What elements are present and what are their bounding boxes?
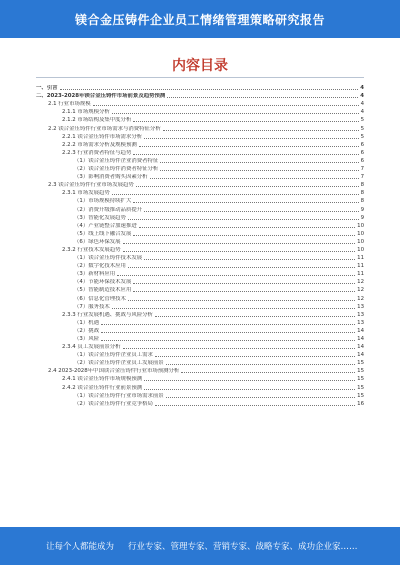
report-footer-bar — [0, 527, 400, 565]
toc-entry[interactable] — [36, 237, 364, 245]
toc-leader-dots — [128, 300, 355, 301]
toc-leader-dots — [155, 316, 355, 317]
toc-entry-text: （3）新材料应用 — [74, 271, 116, 278]
toc-entry[interactable] — [36, 350, 364, 358]
toc-page-number: 13 — [357, 311, 364, 318]
toc-entry[interactable] — [36, 358, 364, 366]
toc-entry-text: （2）消费升级推动品质提升 — [74, 206, 143, 213]
toc-page-number: 10 — [357, 246, 364, 253]
toc-entry-text: （7）服务技术 — [74, 303, 110, 310]
toc-page-number: 14 — [357, 336, 364, 342]
toc-entry[interactable] — [36, 99, 364, 107]
toc-page-number: 10 — [357, 222, 364, 229]
toc-leader-dots — [133, 202, 358, 203]
toc-entry[interactable] — [36, 172, 364, 180]
toc-entry-text: 2.2.2 市场需求分析及规模预测 — [62, 141, 137, 148]
toc-entry[interactable] — [36, 115, 364, 123]
toc-entry[interactable] — [36, 382, 364, 390]
toc-entry-text: （5）线上线下融合发展 — [74, 230, 132, 237]
toc-entry[interactable] — [36, 91, 364, 99]
toc-page-number: 11 — [357, 263, 364, 270]
toc-entry-text: 2.4 2023-2028年中国镁合金压铸件行业市场预测分析 — [48, 368, 180, 375]
toc-leader-dots — [112, 194, 359, 195]
toc-entry-text: 2.1.2 市场结构及集中度分析 — [62, 117, 132, 124]
toc-page-number: 6 — [360, 149, 364, 156]
toc-entry[interactable] — [36, 318, 364, 326]
toc-page-number: 10 — [357, 230, 364, 237]
toc-entry[interactable] — [36, 277, 364, 285]
toc-entry[interactable] — [36, 374, 364, 382]
toc-page-number: 7 — [360, 174, 364, 181]
toc-page-number: 9 — [360, 206, 364, 213]
toc-page-number: 14 — [357, 344, 364, 351]
toc-page-number: 7 — [360, 166, 364, 173]
toc-leader-dots — [133, 283, 355, 284]
toc-entry[interactable] — [36, 188, 364, 196]
toc-leader-dots — [136, 186, 359, 187]
toc-page-number: 6 — [360, 157, 364, 164]
toc-leader-dots — [133, 291, 355, 292]
toc-entry-text: （2）数字化技术应用 — [74, 263, 126, 270]
toc-entry[interactable] — [36, 302, 364, 310]
toc-entry-text: （3）风险 — [74, 336, 99, 342]
toc-entry[interactable] — [36, 140, 364, 148]
toc-entry[interactable] — [36, 180, 364, 188]
toc-entry[interactable] — [36, 156, 364, 164]
toc-page-number: 14 — [357, 327, 364, 334]
toc-page-number: 15 — [357, 360, 364, 367]
toc-page-number: 16 — [357, 400, 364, 407]
toc-entry[interactable] — [36, 107, 364, 115]
toc-leader-dots — [101, 332, 355, 333]
toc-entry-text: 2.1 行业市场规模 — [48, 101, 91, 108]
toc-leader-dots — [155, 405, 355, 406]
toc-entry[interactable] — [36, 221, 364, 229]
toc-page-number: 9 — [360, 214, 364, 221]
toc-entry[interactable] — [36, 285, 364, 293]
report-header-bar — [0, 0, 400, 38]
toc-leader-dots — [128, 267, 355, 268]
toc-page-number: 11 — [357, 271, 364, 278]
toc-entry-text: （4）节能环保技术发展 — [74, 279, 132, 286]
toc-entry-text: 2.3.2 行业技术发展趋势 — [62, 246, 121, 253]
toc-entry[interactable] — [36, 326, 364, 334]
toc-page-number: 12 — [357, 287, 364, 294]
toc-entry-text: （6）绿色环保发展 — [74, 238, 121, 245]
toc-leader-dots — [166, 397, 355, 398]
toc-entry[interactable] — [36, 204, 364, 212]
toc-leader-dots — [123, 348, 356, 349]
toc-entry-text: （6）信息化管理技术 — [74, 295, 126, 302]
toc-entry[interactable] — [36, 342, 364, 350]
toc-entry-text: （2）镁合金压铸件企业员工发展前景 — [74, 360, 164, 367]
toc-leader-dots — [123, 251, 356, 252]
toc-page-number: 15 — [357, 376, 364, 383]
toc-entry[interactable] — [36, 334, 364, 342]
toc-entry-text: （1）镁合金压铸件企业员工需求 — [74, 352, 153, 359]
toc-leader-dots — [93, 105, 359, 106]
toc-leader-dots — [133, 235, 355, 236]
toc-entry[interactable] — [36, 132, 364, 140]
toc-entry-text: 2.1.1 市场规模分析 — [62, 109, 110, 116]
toc-leader-dots — [144, 259, 355, 260]
toc-entry[interactable] — [36, 213, 364, 221]
toc-entry-text: （1）机遇 — [74, 319, 99, 326]
toc-entry-text: 2.2.3 行业消费者特征与趋势 — [62, 149, 132, 156]
toc-leader-dots — [128, 219, 359, 220]
toc-page-number: 4 — [360, 101, 364, 108]
toc-page-number: 5 — [360, 117, 364, 124]
toc-page-number: 8 — [360, 190, 364, 197]
toc-page-number: 5 — [360, 133, 364, 140]
toc-page-number: 10 — [357, 238, 364, 245]
toc-entry[interactable] — [36, 366, 364, 374]
toc-leader-dots — [144, 138, 358, 139]
toc-divider — [36, 77, 364, 78]
toc-page-number: 4 — [360, 109, 364, 116]
toc-page-number: 8 — [360, 198, 364, 205]
report-title: 镁合金压铸件企业员工情绪管理策略研究报告 — [74, 12, 325, 27]
toc-leader-dots — [101, 324, 355, 325]
toc-page-number: 15 — [357, 384, 364, 391]
toc-leader-dots — [160, 162, 358, 163]
toc-heading: 内容目录 — [172, 58, 228, 74]
toc-entry-text: （2）挑战 — [74, 327, 99, 334]
toc-entry-text: 2.3.1 市场发展趋势 — [62, 190, 110, 197]
toc-entry[interactable] — [36, 261, 364, 269]
toc-entry[interactable] — [36, 245, 364, 253]
toc-entry-text: （2）镁合金压铸件行业竞争格局 — [74, 400, 153, 407]
toc-entry-text: 2.3 镁合金压铸件行业市场发展趋势 — [48, 182, 134, 189]
toc-entry-text: （2）镁合金压铸件消费者特征分析 — [74, 166, 159, 173]
toc-leader-dots — [117, 275, 355, 276]
toc-page-number: 12 — [357, 295, 364, 302]
toc-entry[interactable] — [36, 164, 364, 172]
toc-entry-text: 一、引言 — [36, 85, 58, 92]
toc-page-number: 8 — [360, 182, 364, 189]
toc-entry[interactable] — [36, 229, 364, 237]
toc-leader-dots — [101, 340, 355, 341]
toc-entry-text: 2.4.2 镁合金压铸件行业前景预测 — [62, 384, 143, 391]
toc-leader-dots — [60, 89, 359, 90]
toc-leader-dots — [112, 113, 359, 114]
toc-leader-dots — [150, 178, 359, 179]
toc-page-number: 12 — [357, 279, 364, 286]
toc-leader-dots — [144, 380, 355, 381]
toc-entry-text: （4）产业链整合加速推进 — [74, 222, 137, 229]
toc-entry[interactable] — [36, 399, 364, 407]
toc-leader-dots — [123, 243, 356, 244]
toc-leader-dots — [144, 389, 355, 390]
toc-entry[interactable] — [36, 391, 364, 399]
toc-leader-dots — [181, 372, 355, 373]
toc-page-number: 4 — [360, 93, 364, 100]
toc-entry-text: （1）镁合金压铸件企业消费者特征 — [74, 157, 159, 164]
toc-leader-dots — [139, 227, 355, 228]
toc-entry-text: 2.3.3 行业发展机遇、挑战与风险分析 — [62, 311, 153, 318]
toc-leader-dots — [155, 356, 355, 357]
toc-entry-text: （1）镁合金压铸件技术发展 — [74, 255, 143, 262]
toc-entry-text: 2.4.1 镁合金压铸件市场规模预测 — [62, 376, 143, 383]
footer-roles: 行业专家、管理专家、营销专家、战略专家、成功企业家…… — [128, 542, 358, 552]
toc-page-number: 13 — [357, 319, 364, 326]
toc-entry-text: 2.3.4 员工发展前景分析 — [62, 344, 121, 351]
toc-entry[interactable] — [36, 196, 364, 204]
toc-entry[interactable] — [36, 293, 364, 301]
toc-leader-dots — [160, 170, 358, 171]
toc-entry[interactable] — [36, 123, 364, 131]
toc-page-number: 13 — [357, 303, 364, 310]
toc-entry-text: 2.2.1 镁合金压铸件市场需求分析 — [62, 133, 143, 140]
toc-entry-text: （3）智能化发展趋势 — [74, 214, 126, 221]
toc-entry-text: （5）智能制造技术应用 — [74, 287, 132, 294]
toc-entry-text: （1）镁合金压铸件行业市场需求前景 — [74, 392, 164, 399]
toc-leader-dots — [144, 211, 358, 212]
toc-page-number: 4 — [360, 85, 364, 92]
toc-leader-dots — [139, 146, 359, 147]
toc-leader-dots — [133, 154, 358, 155]
toc-entry[interactable] — [36, 310, 364, 318]
toc-leader-dots — [163, 130, 359, 131]
toc-entry[interactable] — [36, 253, 364, 261]
toc-leader-dots — [167, 97, 358, 98]
table-of-contents — [36, 83, 364, 407]
toc-entry-text: 二、2023-2028年镁合金压铸件市场前景及趋势预测 — [36, 93, 166, 100]
toc-entry[interactable] — [36, 148, 364, 156]
toc-page-number: 5 — [360, 125, 364, 132]
toc-entry[interactable] — [36, 269, 364, 277]
toc-page-number: 14 — [357, 352, 364, 359]
toc-leader-dots — [112, 308, 355, 309]
toc-entry[interactable] — [36, 83, 364, 91]
toc-page-number: 11 — [357, 255, 364, 262]
footer-slogan: 让每个人都能成为 — [46, 542, 115, 552]
toc-page-number: 15 — [357, 392, 364, 399]
toc-leader-dots — [133, 121, 358, 122]
toc-page-number: 6 — [360, 141, 364, 148]
toc-entry-text: （1）市场规模持续扩大 — [74, 198, 132, 205]
toc-page-number: 15 — [357, 368, 364, 375]
toc-entry-text: 2.2 镁合金压铸件行业市场需求与消费特征分析 — [48, 125, 161, 132]
toc-entry-text: （3）影响消费者购买因素分析 — [74, 174, 148, 181]
toc-leader-dots — [166, 364, 355, 365]
